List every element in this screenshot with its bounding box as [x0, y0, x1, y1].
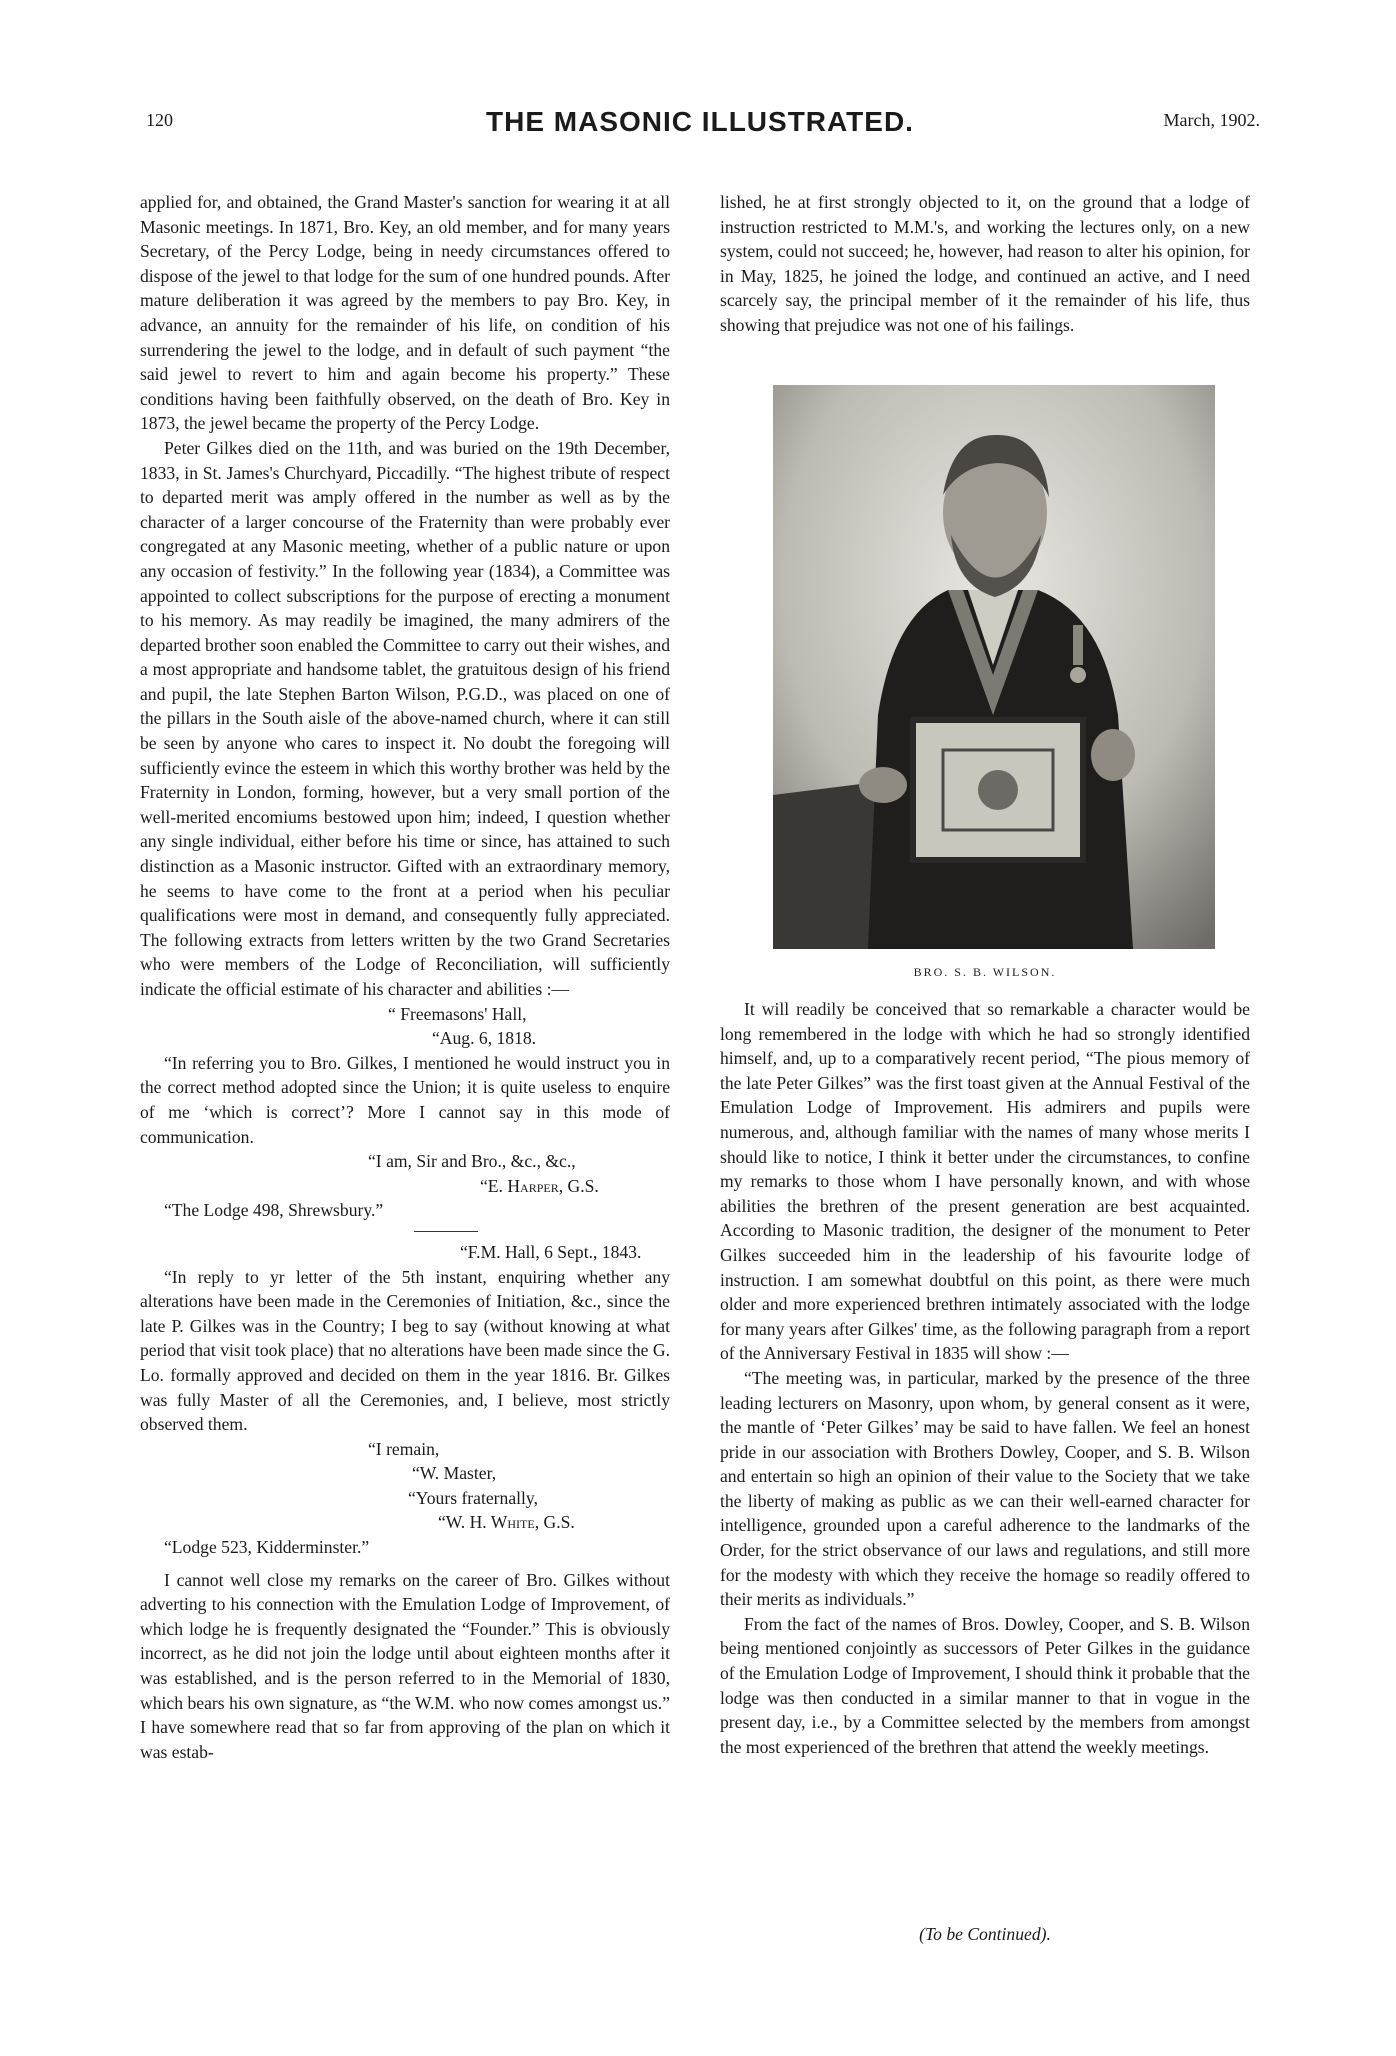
portrait-photo — [773, 385, 1215, 949]
paragraph: From the fact of the names of Bros. Dowley, Cooper, and S. B. Wilson being mentioned conjointly as successors of Peter Gilkes in the guidance of the Emulation Lodge of Improvement, I should think it probable that the lodge was then conducted in a similar manner to that in vogue in the present day, i.e., by a Committee selected by the members from amongst the most experienced of the brethren that attend the weekly meetings. — [720, 1613, 1250, 1757]
portrait-caption: BRO. S. B. WILSON. — [913, 965, 1057, 979]
letter-closing: “W. Master, — [412, 1463, 497, 1484]
running-header — [140, 106, 1260, 146]
letter-closing: “I remain, — [368, 1438, 440, 1459]
portrait-illustration — [773, 385, 1215, 949]
letter-body: “In reply to yr letter of the 5th instant, enquiring whether any alterations have been made in the Ceremonies of Initiation, &c., since the late P. Gilkes was in the Country; I beg to say (without knowing at what period that visit took place) that no alterations have been made since the G. Lo. formally approved and decided on them in the year 1816. Br. Gilkes was fully Master of all the Ceremonies, and, I believe, most strictly observed them. — [140, 1266, 670, 1435]
to-be-continued-note: (To be Continued). — [919, 1924, 1051, 1944]
letter-white — [140, 1240, 670, 1560]
letter-closing: “Yours fraternally, — [408, 1487, 538, 1508]
journal-title: THE MASONIC ILLUSTRATED. — [486, 106, 914, 137]
paragraph: I cannot well close my remarks on the career of Bro. Gilkes without adverting to his connection with the Emulation Lodge of Improvement, of which lodge he is frequently designated the “Founder.” This is obviously incorrect, as he did not join the lodge until about eighteen months after it was established, and is the person referred to in the Memorial of 1830, which bears his own signature, as “the W.M. who now comes amongst us.” I have somewhere read that so far from approving of the plan on which it was estab- — [140, 1569, 670, 1762]
letter-closing: “I am, Sir and Bro., &c., &c., — [368, 1151, 576, 1172]
letter-date: “Aug. 6, 1818. — [432, 1028, 537, 1049]
issue-date: March, 1902. — [1163, 110, 1260, 130]
letter-place: “Lodge 523, Kidderminster.” — [164, 1537, 370, 1558]
right-column-lower — [720, 997, 1250, 1759]
letter-signature: “W. H. White, G.S. — [438, 1512, 575, 1533]
paragraph: “The meeting was, in particular, marked by the presence of the three leading lecturers on Masonry, upon whom, by general consent as it were, the mantle of ‘Peter Gilkes’ may be said to have fallen. We feel an honest pride in our association with Brothers Dowley, Cooper, and S. B. Wilson and entertain so high an opinion of their value to the Society that we take the liberty of making as public as we can their well-earned character for intelligence, grounded upon a careful adherence to the landmarks of the Order, for the strict observance of our laws and regulations, and still more for the modesty with which they receive the homage so readily offered to their merits as individuals.” — [720, 1367, 1250, 1610]
paragraph: Peter Gilkes died on the 11th, and was buried on the 19th December, 1833, in St. James's Churchyard, Piccadilly. “The highest tribute of respect to departed merit was amply offered in the number as well as by the character of a larger concourse of the Fraternity than were probably ever congregated at any Masonic meeting, whether of a public nature or upon any occasion of festivity.” In the following year (1834), a Committee was appointed to collect subscriptions for the purpose of erecting a monument to his memory. As may readily be imagined, the many admirers of the departed brother soon enabled the Committee to carry out their wishes, and a most appropriate and handsome tablet, the gratuitous design of his friend and pupil, the late Stephen Barton Wilson, P.G.D., was placed on one of the pillars in the South aisle of the above-named church, where it can still be seen by anyone who cares to inspect it. No doubt the foregoing will sufficiently evince the esteem in which this worthy brother was held by the Fraternity in London, forming, however, but a very small portion of the well-merited encomiums bestowed upon him; indeed, I question whether any single individual, either before his time or since, has attained to such distinction as a Masonic instructor. Gifted with an extraordinary memory, he seems to have come to the front at a period when his peculiar qualifications were most in demand, and consequently fully appreciated. The following extracts from letters written by the two Grand Secretaries who were members of the Lodge of Reconciliation, will sufficiently indicate the official estimate of his character and abilities :— — [140, 437, 670, 999]
letter-harper — [140, 1002, 670, 1223]
page-number: 120 — [146, 110, 173, 130]
letter-date: “F.M. Hall, 6 Sept., 1843. — [460, 1241, 642, 1262]
section-divider — [414, 1231, 478, 1232]
paragraph: applied for, and obtained, the Grand Master's sanction for wearing it at all Masonic meetings. In 1871, Bro. Key, an old member, and for many years Secretary, of the Percy Lodge, being in needy circumstances offered to dispose of the jewel to that lodge for the sum of one hundred pounds. After mature deliberation it was agreed by the members to pay Bro. Key, in advance, an annuity for the remainder of his life, on condition of his surrendering the jewel to the lodge, and in default of such payment “the said jewel to revert to him and again become his property.” These conditions having been faithfully observed, on the death of Bro. Key in 1873, the jewel became the property of the Percy Lodge. — [140, 192, 670, 434]
letter-signature: “E. Harper, G.S. — [480, 1175, 599, 1196]
letter-body: “In referring you to Bro. Gilkes, I mentioned he would instruct you in the correct method adopted since the Union; it is quite useless to enquire of me ‘which is correct’? More I cannot say in this mode of communication. — [140, 1052, 670, 1147]
letter-address: “ Freemasons' Hall, — [388, 1003, 527, 1024]
left-column — [140, 190, 670, 1764]
paragraph: It will readily be conceived that so remarkable a character would be long remembered in the lodge with which he had so strongly identified himself, and, up to a comparatively recent period, “The pious memory of the late Peter Gilkes” was the first toast given at the Annual Festival of the Emulation Lodge of Improvement. His admirers and pupils were numerous, and, although familiar with the names of many whose merits I should like to notice, I think it better under the circumstances, to confine my remarks to those whom I have personally known, and with whose abilities the brethren of the present generation are best acquainted. According to Masonic tradition, the designer of the monument to Peter Gilkes succeeded him in the leadership of his favourite lodge of instruction. I am somewhat doubtful on this point, as there were much older and more experienced brethren intimately associated with the lodge for many years after Gilkes' time, as the following paragraph from a report of the Anniversary Festival in 1835 will show :— — [720, 999, 1250, 1364]
paragraph: lished, he at first strongly objected to it, on the ground that a lodge of instruction restricted to M.M.'s, and working the lectures only, on a new system, could not succeed; he, however, had reason to alter his opinion, for in May, 1825, he joined the lodge, and continued an active, and I need scarcely say, the principal member of it the remainder of his life, thus showing that prejudice was not one of his failings. — [720, 192, 1250, 335]
right-column — [720, 190, 1250, 338]
letter-place: “The Lodge 498, Shrewsbury.” — [164, 1200, 384, 1221]
